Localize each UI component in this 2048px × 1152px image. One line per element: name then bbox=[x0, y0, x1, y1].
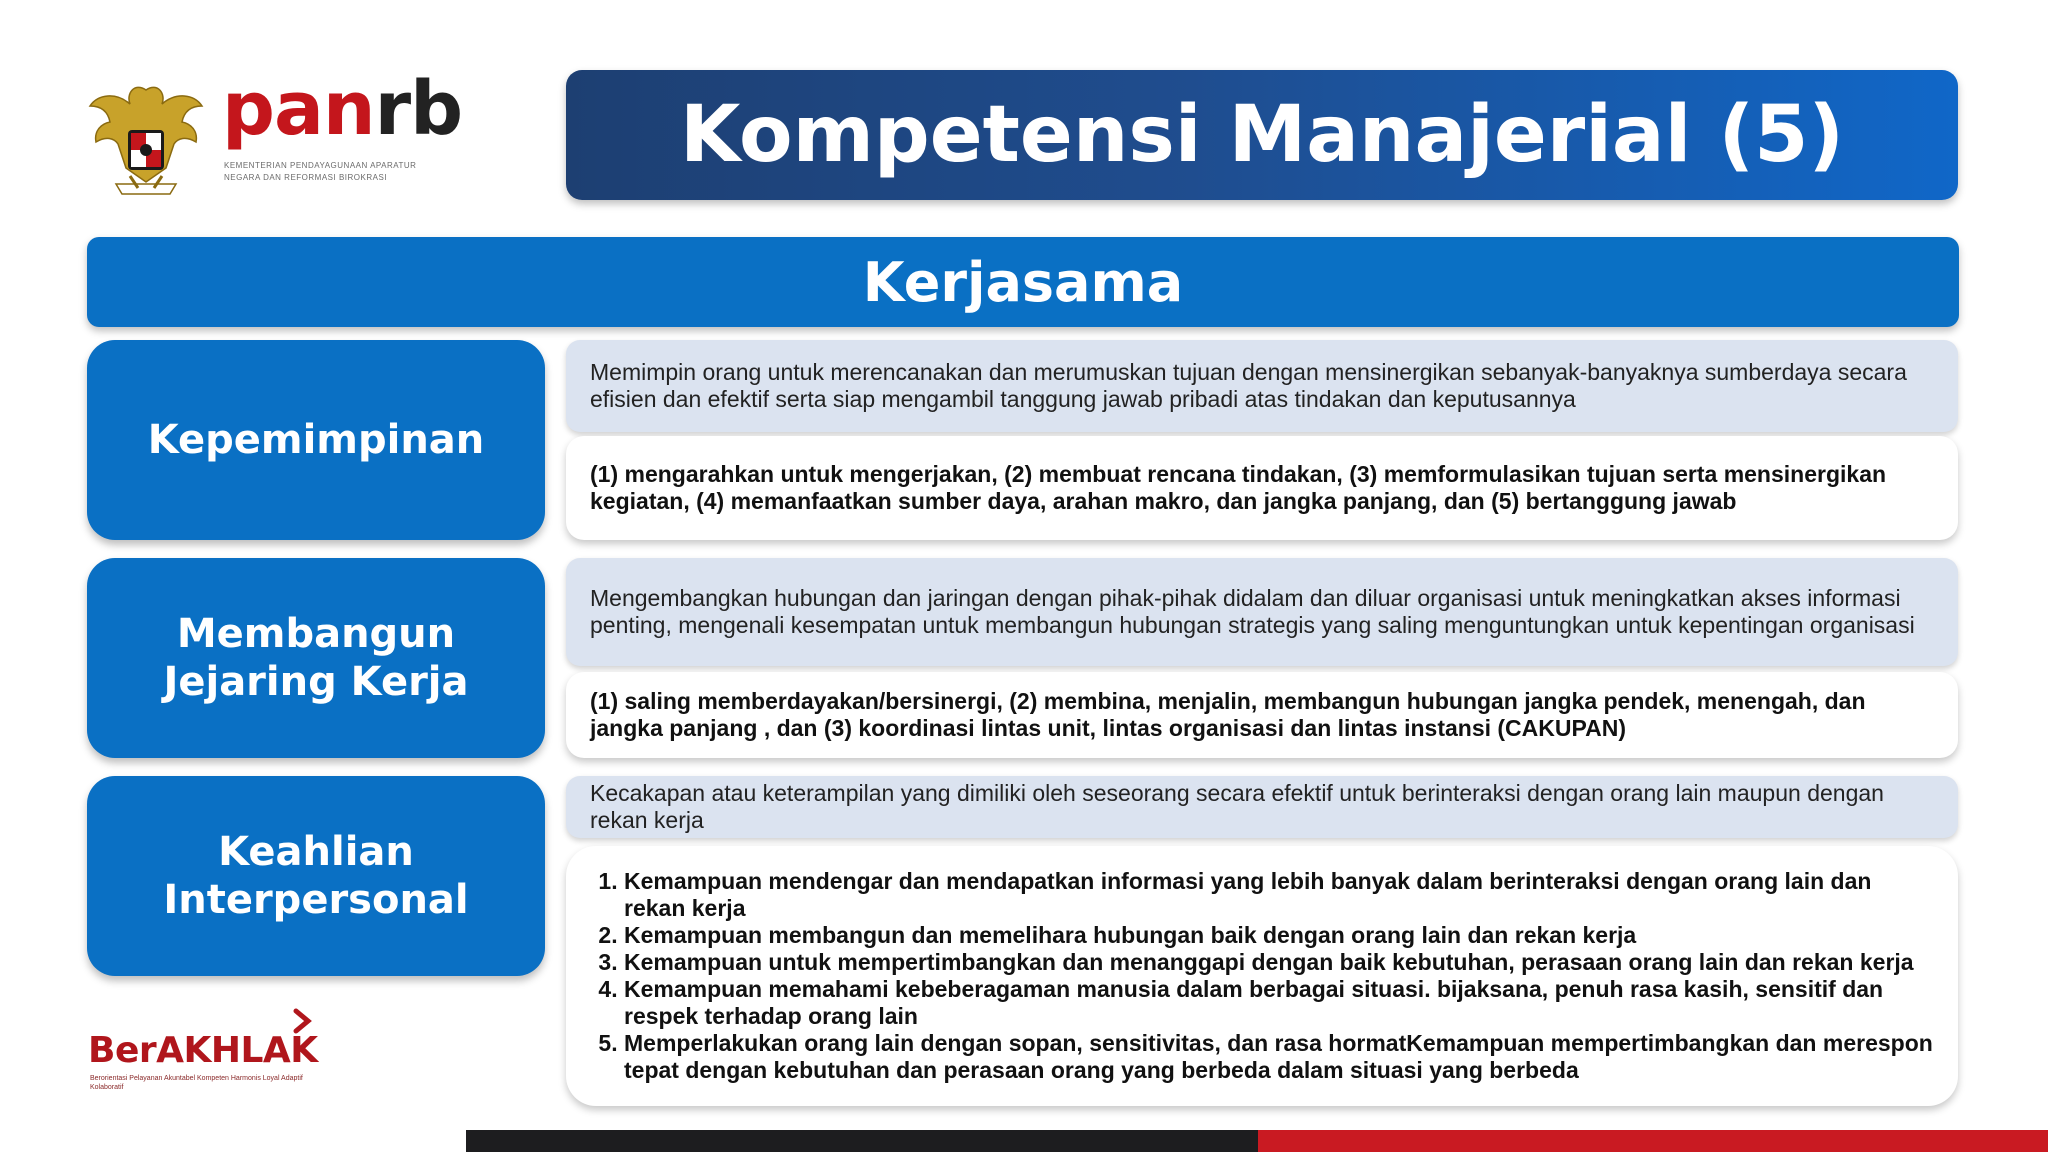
description-kepemimpinan bbox=[566, 340, 1958, 432]
panrb-wordmark: panrb bbox=[222, 66, 463, 152]
label-text: Keahlian Interpersonal bbox=[163, 829, 469, 923]
indicator-list bbox=[590, 868, 1934, 1084]
berakhlak-tagline: Berorientasi Pelayanan Akuntabel Kompeten Harmonis Loyal Adaptif Kolaboratif bbox=[90, 1075, 303, 1091]
garuda-emblem-icon bbox=[86, 72, 206, 202]
description-keahlian-interpersonal bbox=[566, 776, 1958, 838]
bottom-stripe-dark bbox=[466, 1130, 1258, 1152]
list-item: 1. Kemampuan mendengar dan mendapatkan informasi yang lebih banyak dalam berinteraksi dengan orang lain dan rekan kerja bbox=[624, 868, 1934, 922]
panrb-subtitle: KEMENTERIAN PENDAYAGUNAAN APARATUR NEGARA DAN REFORMASI BIROKRASI bbox=[224, 161, 417, 182]
list-item: 4. Kemampuan memahami kebeberagaman manusia dalam berbagai situasi. bijaksana, penuh rasa kasih, sensitif dan respek terhadap orang lain bbox=[624, 976, 1934, 1030]
section-title: Kerjasama bbox=[862, 250, 1184, 314]
indicators-text: (1) saling memberdayakan/bersinergi, (2) membina, menjalin, membangun hubungan jangka pendek, menengah, dan jangka panjang , dan (3) koordinasi lintas unit, lintas organisasi dan lintas instansi (CAKUPAN) bbox=[590, 688, 1866, 741]
list-item: 3. Kemampuan untuk mempertimbangkan dan menanggapi dengan baik kebutuhan, perasaan orang lain dan rekan kerja bbox=[624, 949, 1934, 976]
title-bar bbox=[566, 70, 1958, 200]
description-text: Memimpin orang untuk merencanakan dan merumuskan tujuan dengan mensinergikan sebanyak-banyaknya sumberdaya secara efisien dan efektif serta siap mengambil tanggung jawab pribadi atas tindakan dan keputusannya bbox=[590, 359, 1907, 412]
label-membangun-jejaring bbox=[87, 558, 545, 758]
section-header bbox=[87, 237, 1959, 327]
label-kepemimpinan bbox=[87, 340, 545, 540]
indicators-text: (1) mengarahkan untuk mengerjakan, (2) membuat rencana tindakan, (3) memformulasikan tujuan serta mensinergikan kegiatan, (4) memanfaatkan sumber daya, arahan makro, dan jangka panjang, dan (5) bertanggung jawab bbox=[590, 461, 1887, 514]
page-title: Kompetensi Manajerial (5) bbox=[679, 90, 1845, 180]
label-text: Kepemimpinan bbox=[147, 417, 485, 463]
list-item: 5. Memperlakukan orang lain dengan sopan, sensitivitas, dan rasa hormatKemampuan mempertimbangkan dan merespon tepat dengan kebutuhan dan perasaan orang yang berbeda dalam situasi yang berbeda bbox=[624, 1030, 1934, 1084]
indicators-keahlian-interpersonal bbox=[566, 846, 1958, 1106]
description-text: Mengembangkan hubungan dan jaringan dengan pihak-pihak didalam dan diluar organisasi untuk meningkatkan akses informasi penting, mengenali kesempatan untuk membangun hubungan strategis yang saling menguntungkan untuk kepentingan organisasi bbox=[590, 585, 1915, 638]
label-keahlian-interpersonal bbox=[87, 776, 545, 976]
indicators-membangun-jejaring bbox=[566, 672, 1958, 758]
description-membangun-jejaring bbox=[566, 558, 1958, 666]
bottom-stripe-red bbox=[1258, 1130, 2048, 1152]
list-item: 2. Kemampuan membangun dan memelihara hubungan baik dengan orang lain dan rekan kerja bbox=[624, 922, 1934, 949]
indicators-kepemimpinan bbox=[566, 436, 1958, 540]
label-text: Membangun Jejaring Kerja bbox=[163, 611, 469, 705]
description-text: Kecakapan atau keterampilan yang dimiliki oleh seseorang secara efektif untuk berinteraksi dengan orang lain maupun dengan rekan kerja bbox=[590, 780, 1884, 833]
berakhlak-logo: BerAKHLAK bbox=[88, 1030, 318, 1071]
